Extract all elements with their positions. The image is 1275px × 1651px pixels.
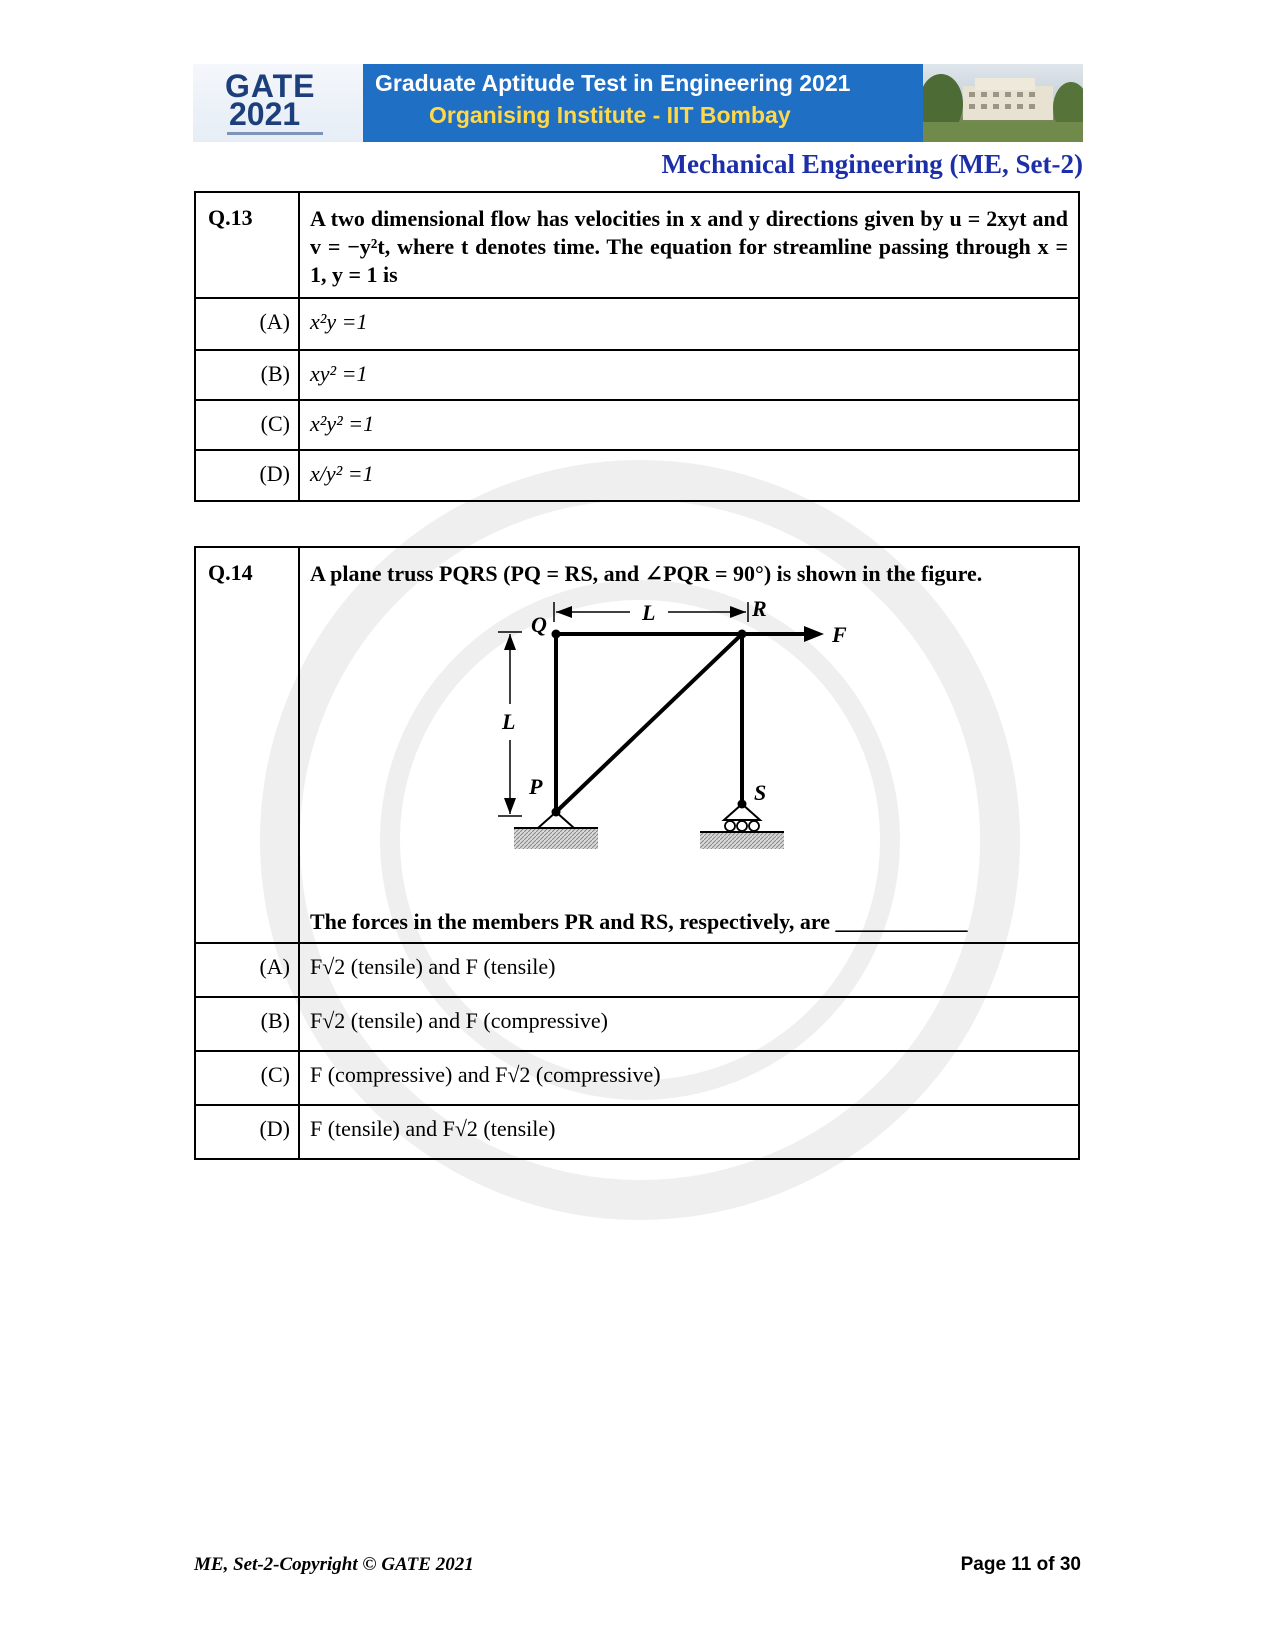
force-arrow-head	[804, 626, 824, 642]
roller-2	[737, 821, 747, 831]
label-p: P	[529, 774, 543, 799]
member-pr	[556, 634, 742, 812]
option-row	[195, 298, 1079, 350]
label-q: Q	[531, 612, 547, 637]
logo-year-text: 2021	[229, 96, 301, 132]
label-r: R	[752, 596, 767, 621]
option-label: (C)	[195, 1051, 299, 1105]
logo-strip	[227, 132, 323, 135]
footer-page-number: Page 11 of 30	[960, 1554, 1081, 1575]
dim-varrow-bottom	[504, 798, 516, 814]
ground-hatch-s	[700, 833, 784, 849]
option-text: xy² =1	[299, 350, 1079, 400]
option-row	[195, 350, 1079, 400]
subject-title: Mechanical Engineering (ME, Set-2)	[661, 149, 1083, 179]
option-label: (A)	[195, 943, 299, 997]
dim-varrow-top	[504, 634, 516, 650]
dim-label-horizontal: L	[642, 600, 656, 625]
option-label: (D)	[195, 450, 299, 501]
option-text: F (compressive) and F√2 (compressive)	[299, 1051, 1079, 1105]
option-text: F√2 (tensile) and F (tensile)	[299, 943, 1079, 997]
dim-arrow-right	[730, 606, 746, 618]
option-label: (B)	[195, 350, 299, 400]
dim-arrow-left	[556, 606, 572, 618]
joint-r	[738, 630, 747, 639]
question-13-stem-row	[195, 192, 1079, 298]
logo-gate-text: GATE	[225, 68, 316, 104]
question-13-table	[194, 191, 1080, 502]
question-prompt: The forces in the members PR and RS, respectively, are ____________	[310, 909, 968, 934]
dim-label-vertical: L	[502, 709, 516, 734]
question-14-table	[194, 546, 1080, 1160]
option-row	[195, 400, 1079, 450]
option-text: F (tensile) and F√2 (tensile)	[299, 1105, 1079, 1159]
gate-logo	[193, 64, 363, 142]
option-label: (C)	[195, 400, 299, 450]
question-stem: A two dimensional flow has velocities in x and y directions given by u = 2xyt and v = −y²t, where t denotes time. The equation for streamline passing through x = 1, y = 1 is	[299, 192, 1079, 298]
banner-subtitle: Organising Institute - IIT Bombay	[429, 102, 791, 128]
option-row	[195, 450, 1079, 501]
option-label: (B)	[195, 997, 299, 1051]
option-label: (A)	[195, 298, 299, 350]
banner-title: Graduate Aptitude Test in Engineering 2021	[375, 70, 851, 96]
option-label: (D)	[195, 1105, 299, 1159]
option-text: x²y² =1	[299, 400, 1079, 450]
banner-title-box	[363, 64, 923, 142]
option-row	[195, 943, 1079, 997]
gate-banner	[193, 64, 1083, 142]
joint-q	[552, 630, 561, 639]
question-number: Q.13	[195, 192, 299, 298]
option-text: x/y² =1	[299, 450, 1079, 501]
question-stem: A plane truss PQRS (PQ = RS, and ∠PQR = 90°) is shown in the figure.	[310, 561, 983, 586]
roller-1	[725, 821, 735, 831]
label-s: S	[754, 780, 767, 805]
footer-copyright: ME, Set-2-Copyright © GATE 2021	[194, 1554, 474, 1575]
option-row	[195, 1105, 1079, 1159]
question-14-stem-row	[195, 547, 1079, 943]
option-row	[195, 1051, 1079, 1105]
label-f: F	[832, 622, 847, 647]
ground-hatch-p	[514, 829, 598, 849]
option-row	[195, 997, 1079, 1051]
truss-figure	[310, 588, 1068, 908]
option-text: x²y =1	[299, 298, 1079, 350]
campus-photo	[923, 64, 1083, 142]
question-number: Q.14	[195, 547, 299, 943]
option-text: F√2 (tensile) and F (compressive)	[299, 997, 1079, 1051]
roller-3	[749, 821, 759, 831]
